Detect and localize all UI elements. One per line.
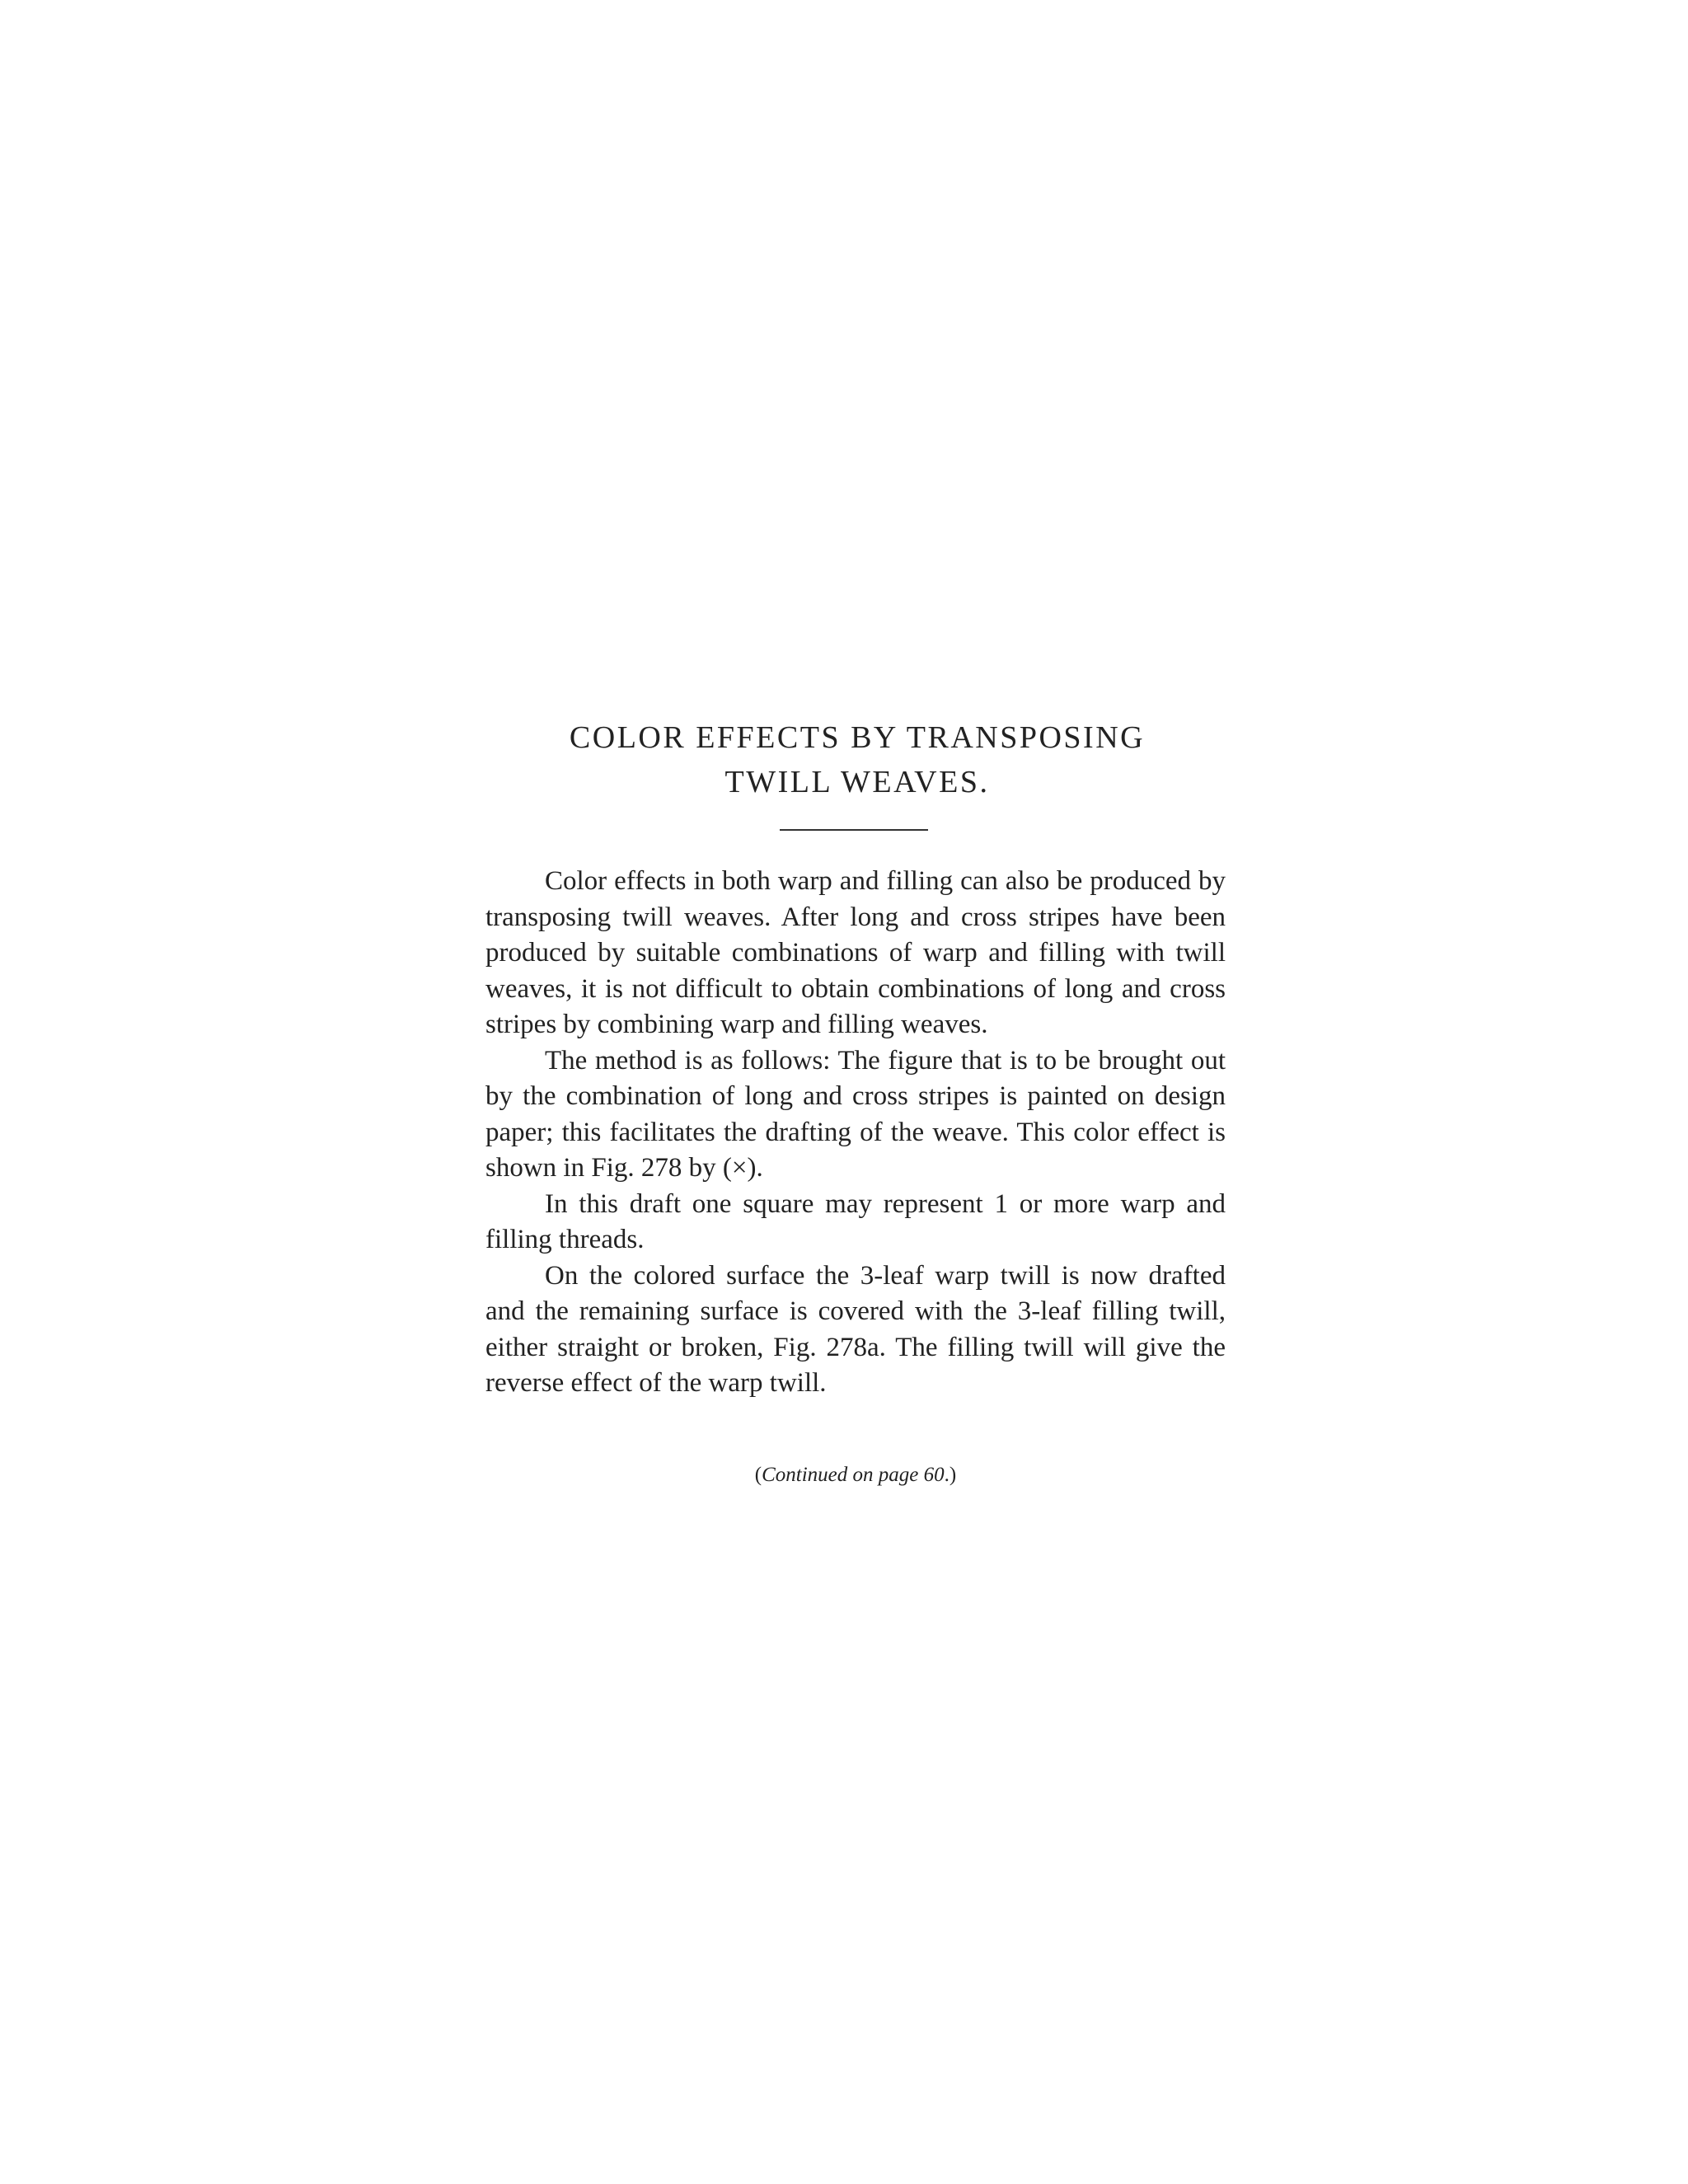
paragraph: In this draft one square may represent 1 or more warp and filling threads.	[485, 1188, 1226, 1254]
continued-page-number: 60	[923, 1464, 945, 1486]
paragraph: The method is as follows: The figure that is to be brought out by the combination of long and cross stripes is painted on design paper; this facilitates the drafting of the weave. This color effect is shown in Fig. 278 by (×).	[485, 1045, 1226, 1183]
body-text	[485, 864, 1226, 1402]
continued-open: (	[754, 1464, 762, 1486]
continued-close: .)	[944, 1464, 957, 1486]
title-divider	[780, 829, 928, 831]
continued-note	[485, 1462, 1226, 1488]
paragraph: Color effects in both warp and filling can also be produced by transposing twill weaves. After long and cross stripes have been produced by suitable combinations of warp and filling with twill weaves, it is not difficult to obtain combinations of long and cross stripes by combining warp and filling weaves.	[485, 866, 1226, 1039]
page-title: COLOR EFFECTS BY TRANSPOSING TWILL WEAVES.	[569, 720, 1146, 799]
paragraph: On the colored surface the 3-leaf warp twill is now drafted and the remaining surface is covered with the 3-leaf filling twill, either straight or broken, Fig. 278a. The filling twill will give the reverse effect of the warp twill.	[485, 1260, 1226, 1398]
continued-label: Continued on page	[762, 1464, 919, 1486]
